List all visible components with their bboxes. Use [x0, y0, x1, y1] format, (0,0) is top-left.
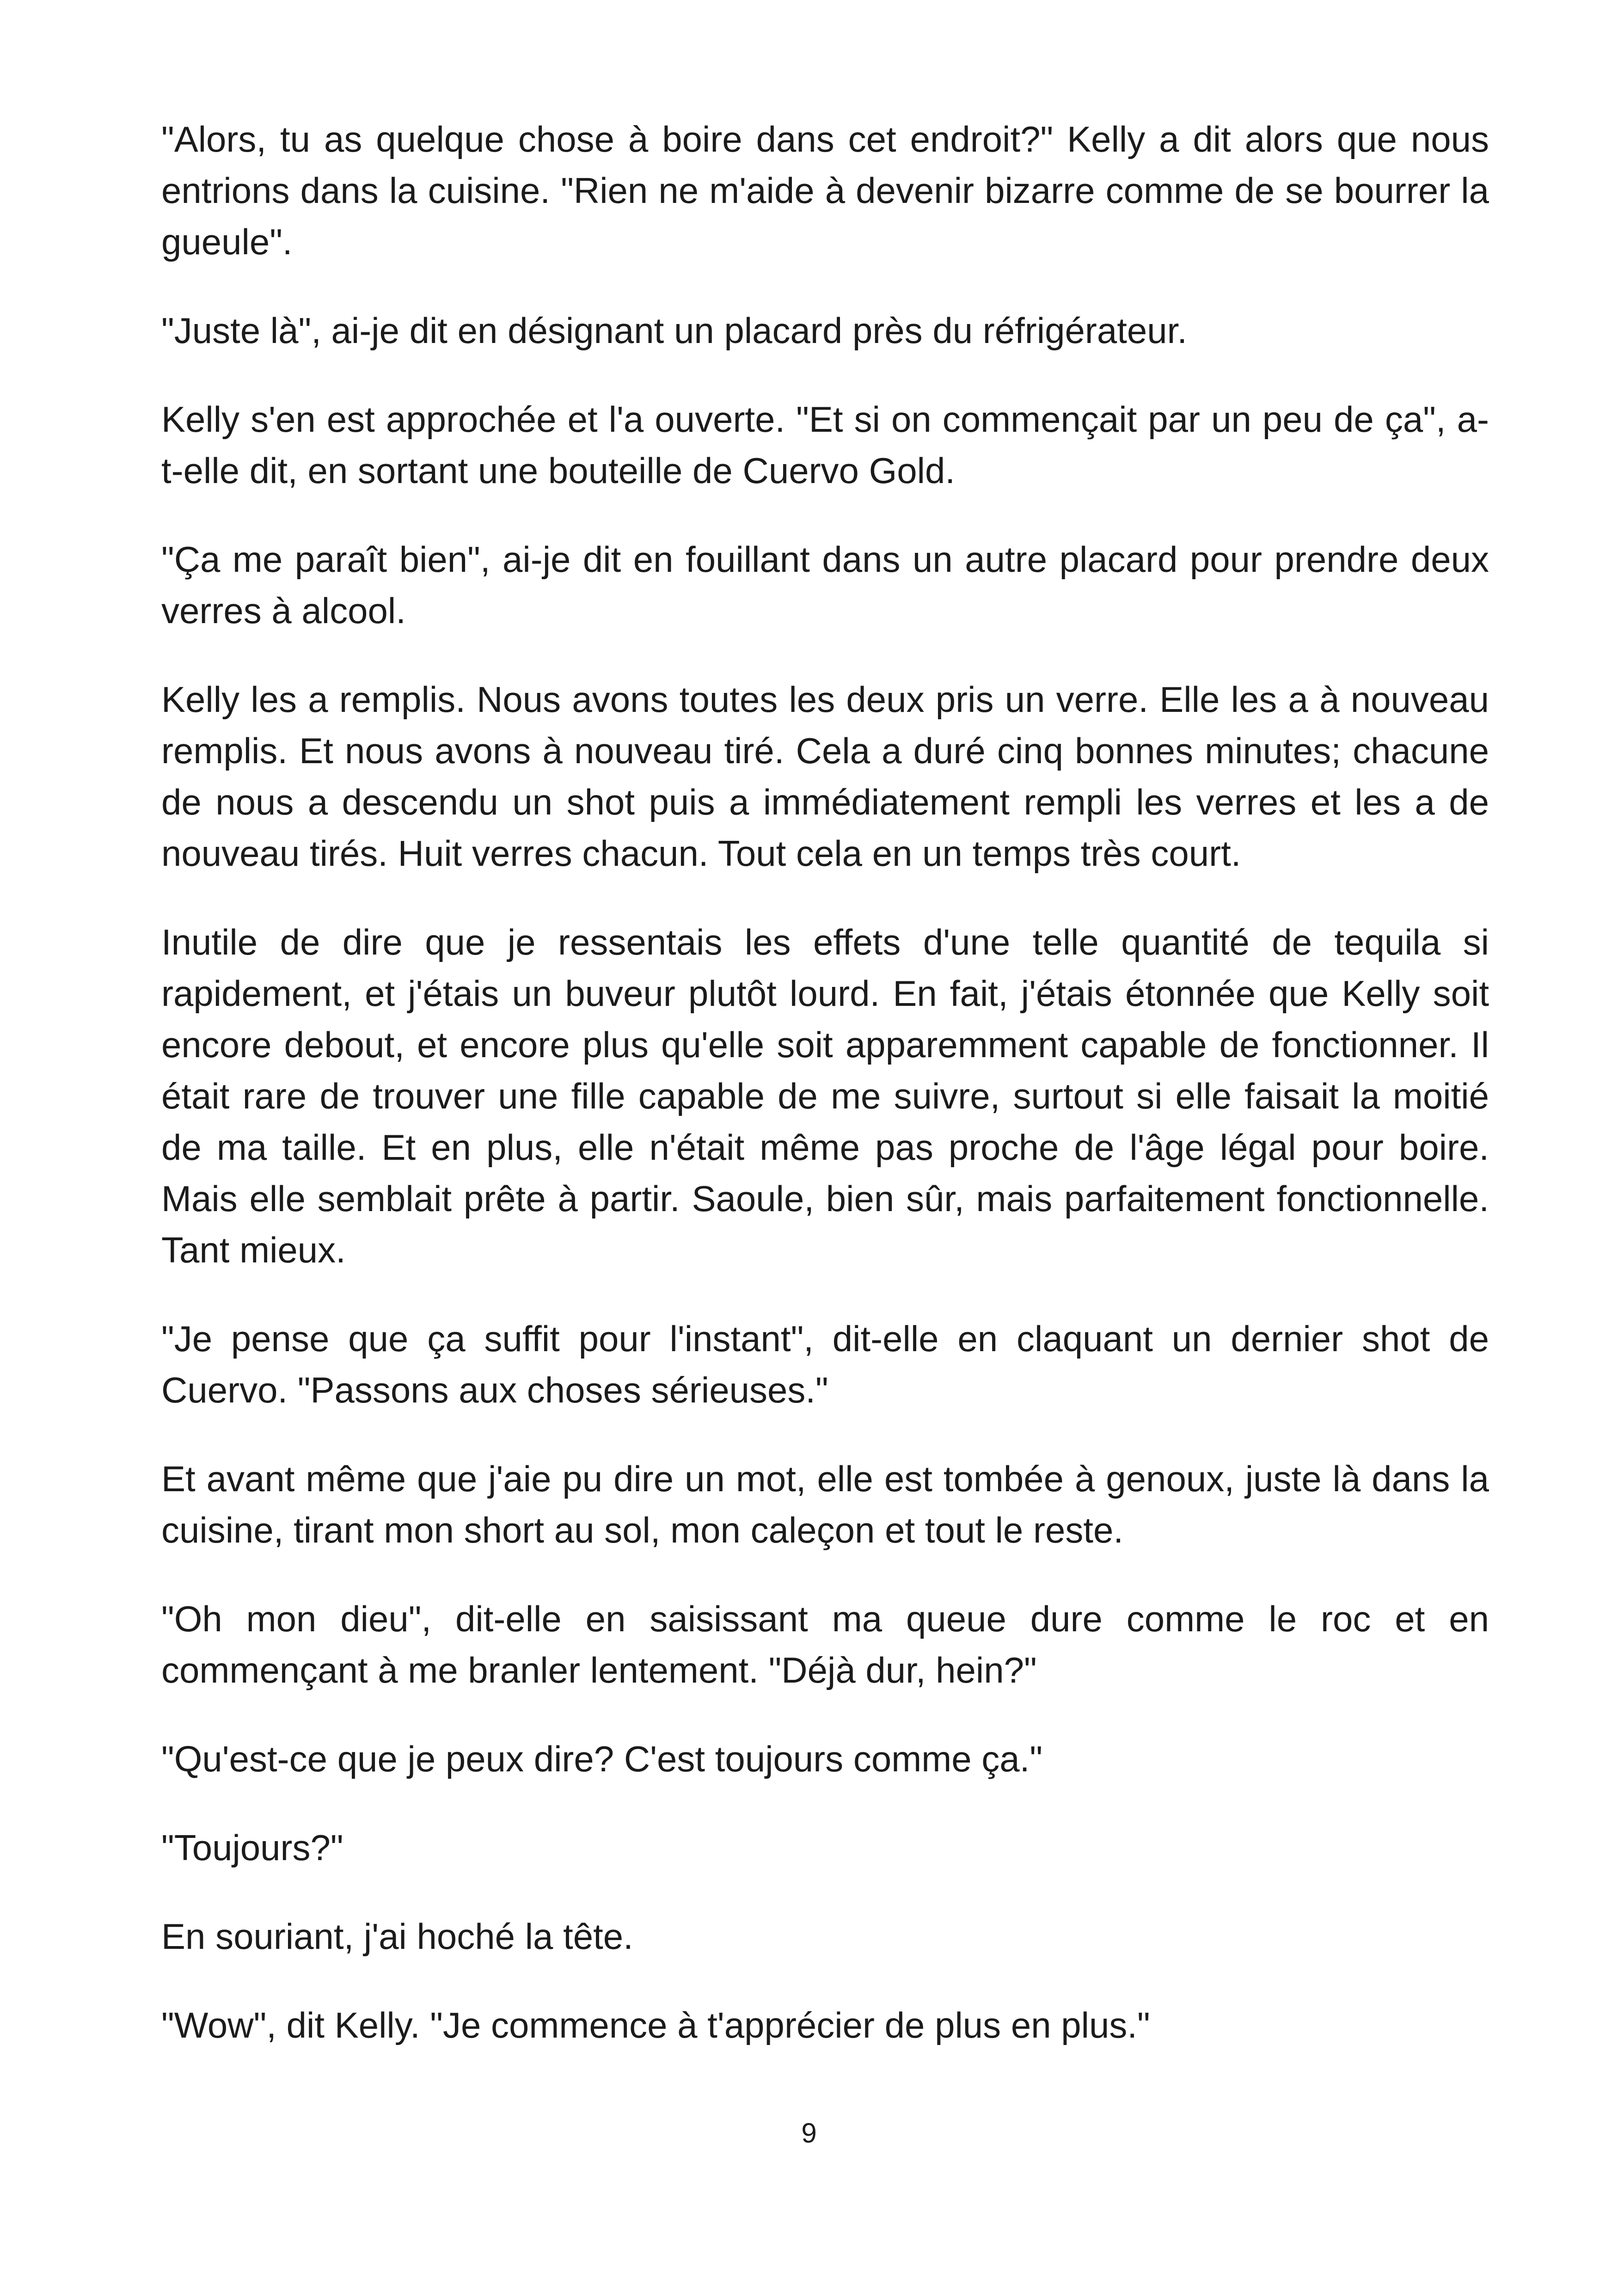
- paragraph: "Juste là", ai-je dit en désignant un placard près du réfrigérateur.: [161, 310, 1188, 351]
- paragraph: En souriant, j'ai hoché la tête.: [161, 1916, 633, 1957]
- paragraph: "Qu'est-ce que je peux dire? C'est toujours comme ça.": [161, 1739, 1043, 1779]
- page-number: 9: [801, 2118, 817, 2149]
- paragraph: "Je pense que ça suffit pour l'instant", dit-elle en claquant un dernier shot de Cuervo. "Passons aux choses sérieuses.": [161, 1318, 1489, 1410]
- body-text: [161, 114, 1489, 2051]
- paragraph: Inutile de dire que je ressentais les effets d'une telle quantité de tequila si rapidement, et j'étais un buveur plutôt lourd. En fait, j'étais étonnée que Kelly soit encore debout, et encore plus qu'elle soit apparemment capable de fonctionner. Il était rare de trouver une fille capable de me suivre, surtout si elle faisait la moitié de ma taille. Et en plus, elle n'était même pas proche de l'âge légal pour boire. Mais elle semblait prête à partir. Saoule, bien sûr, mais parfaitement fonctionnelle. Tant mieux.: [161, 922, 1489, 1270]
- paragraph: Kelly les a remplis. Nous avons toutes les deux pris un verre. Elle les a à nouveau remplis. Et nous avons à nouveau tiré. Cela a duré cinq bonnes minutes; chacune de nous a descendu un shot puis a immédiatement rempli les verres et les a de nouveau tirés. Huit verres chacun. Tout cela en un temps très court.: [161, 679, 1489, 874]
- paragraph: "Wow", dit Kelly. "Je commence à t'apprécier de plus en plus.": [161, 2005, 1150, 2045]
- paragraph: Et avant même que j'aie pu dire un mot, elle est tombée à genoux, juste là dans la cuisine, tirant mon short au sol, mon caleçon et tout le reste.: [161, 1458, 1489, 1550]
- paragraph: "Oh mon dieu", dit-elle en saisissant ma queue dure comme le roc et en commençant à me branler lentement. "Déjà dur, hein?": [161, 1598, 1489, 1690]
- paragraph: "Toujours?": [161, 1827, 343, 1868]
- paragraph: "Alors, tu as quelque chose à boire dans cet endroit?" Kelly a dit alors que nous entrions dans la cuisine. "Rien ne m'aide à devenir bizarre comme de se bourrer la gueule".: [161, 119, 1489, 262]
- paragraph: "Ça me paraît bien", ai-je dit en fouillant dans un autre placard pour prendre deux verres à alcool.: [161, 539, 1489, 631]
- paragraph: Kelly s'en est approchée et l'a ouverte. "Et si on commençait par un peu de ça", a-t-elle dit, en sortant une bouteille de Cuervo Gold.: [161, 399, 1489, 491]
